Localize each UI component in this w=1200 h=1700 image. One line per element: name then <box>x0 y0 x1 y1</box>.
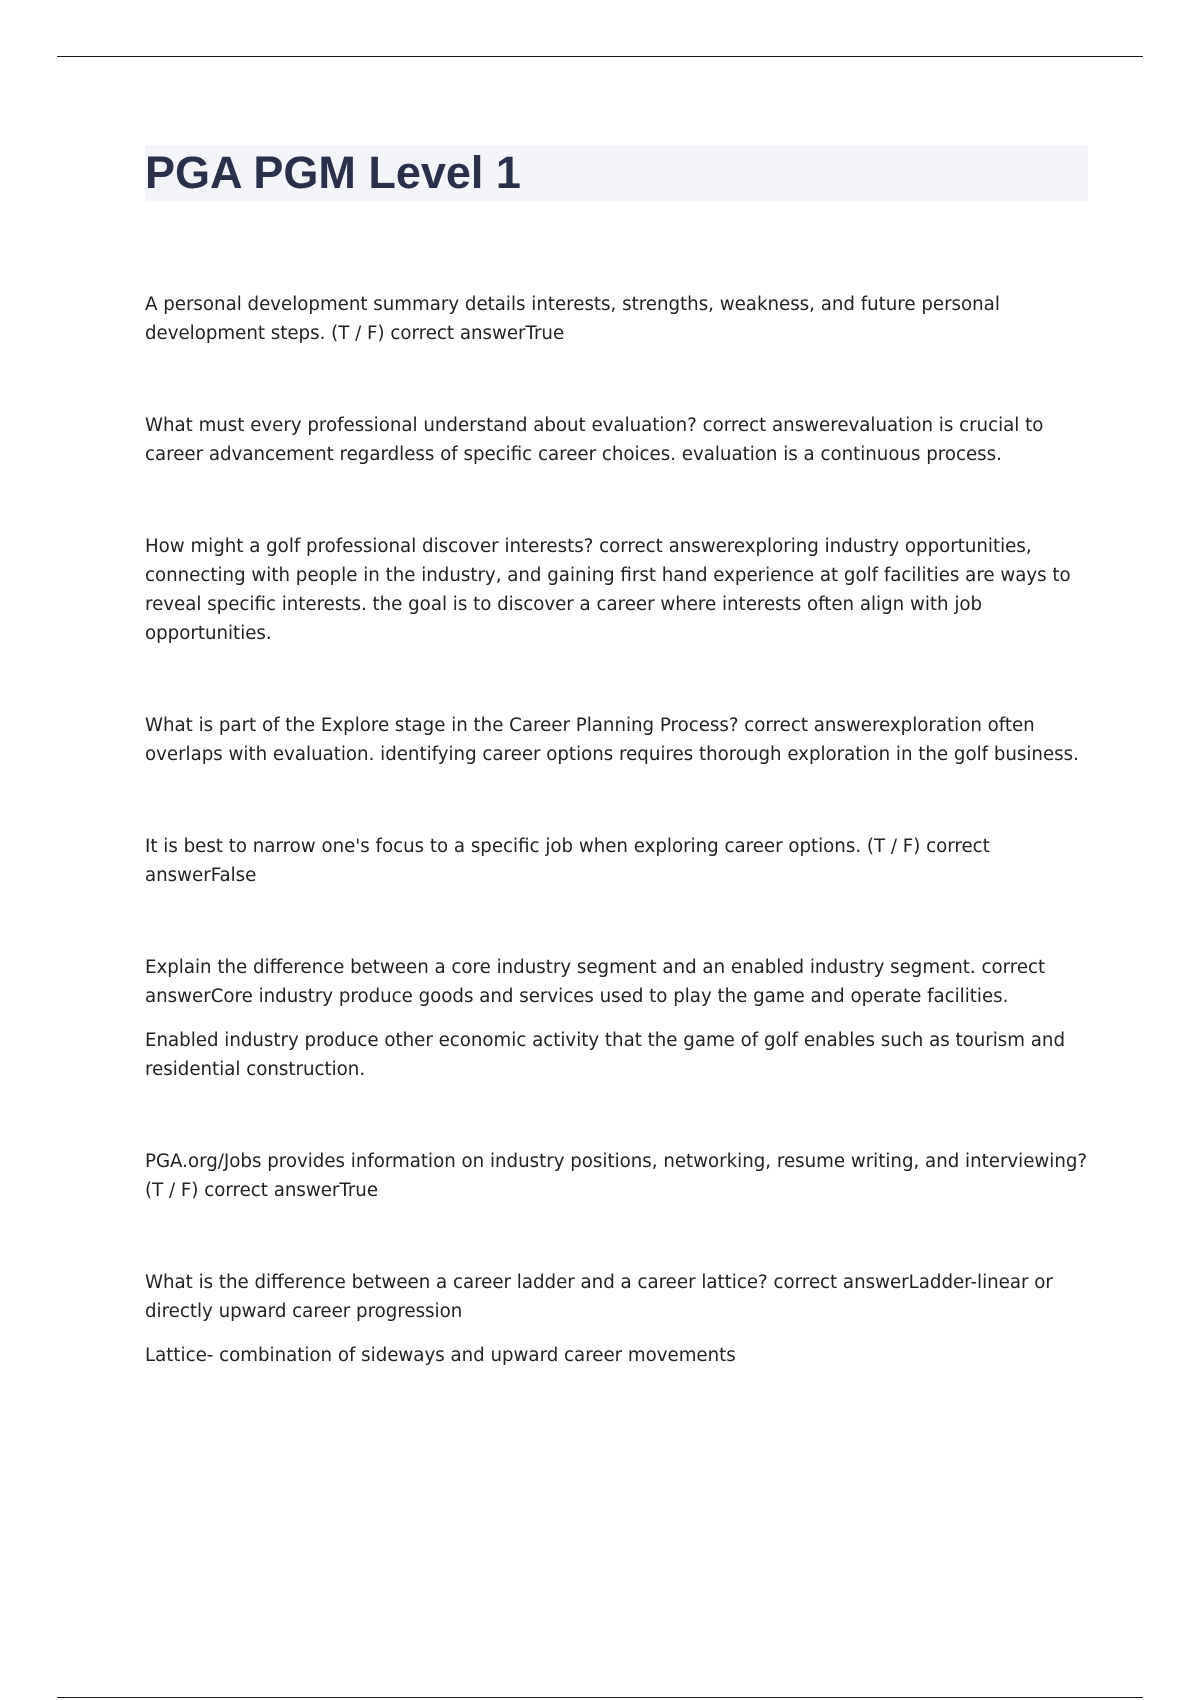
page-title: PGA PGM Level 1 <box>145 147 521 198</box>
qa-item <box>145 1147 1090 1205</box>
qa-text: What is part of the Explore stage in the Career Planning Process? correct answerexploration often overlaps with evaluation. identifying career options requires thorough exploration in the golf business. <box>145 715 1079 765</box>
qa-text: What is the difference between a career ladder and a career lattice? correct answerLadder-linear or directly upward career progression <box>145 1272 1053 1322</box>
qa-item <box>145 1268 1090 1370</box>
qa-text: PGA.org/Jobs provides information on industry positions, networking, resume writing, and interviewing? (T / F) correct answerTrue <box>145 1151 1088 1201</box>
qa-text-continued: Enabled industry produce other economic activity that the game of golf enables such as tourism and residential construction. <box>145 1030 1065 1080</box>
qa-list <box>145 290 1090 1433</box>
qa-text: What must every professional understand about evaluation? correct answerevaluation is crucial to career advancement regardless of specific career choices. evaluation is a continuous process. <box>145 415 1044 465</box>
qa-item <box>145 290 1090 348</box>
top-rule <box>57 56 1143 57</box>
qa-text: How might a golf professional discover interests? correct answerexploring industry opportunities, connecting with people in the industry, and gaining first hand experience at golf facilities are ways to reveal specific interests. the goal is to discover a career where interests often align with job opportunities. <box>145 536 1071 644</box>
bottom-rule <box>57 1697 1143 1698</box>
qa-item <box>145 532 1090 648</box>
qa-item <box>145 411 1090 469</box>
qa-item <box>145 711 1090 769</box>
qa-text: Explain the difference between a core industry segment and an enabled industry segment. correct answerCore industry produce goods and services used to play the game and operate facilities. <box>145 957 1046 1007</box>
qa-item <box>145 832 1090 890</box>
qa-text: It is best to narrow one's focus to a specific job when exploring career options. (T / F) correct answerFalse <box>145 836 990 886</box>
qa-text: A personal development summary details interests, strengths, weakness, and future personal development steps. (T / F) correct answerTrue <box>145 294 1000 344</box>
qa-text-continued: Lattice- combination of sideways and upward career movements <box>145 1345 736 1366</box>
qa-item <box>145 953 1090 1084</box>
